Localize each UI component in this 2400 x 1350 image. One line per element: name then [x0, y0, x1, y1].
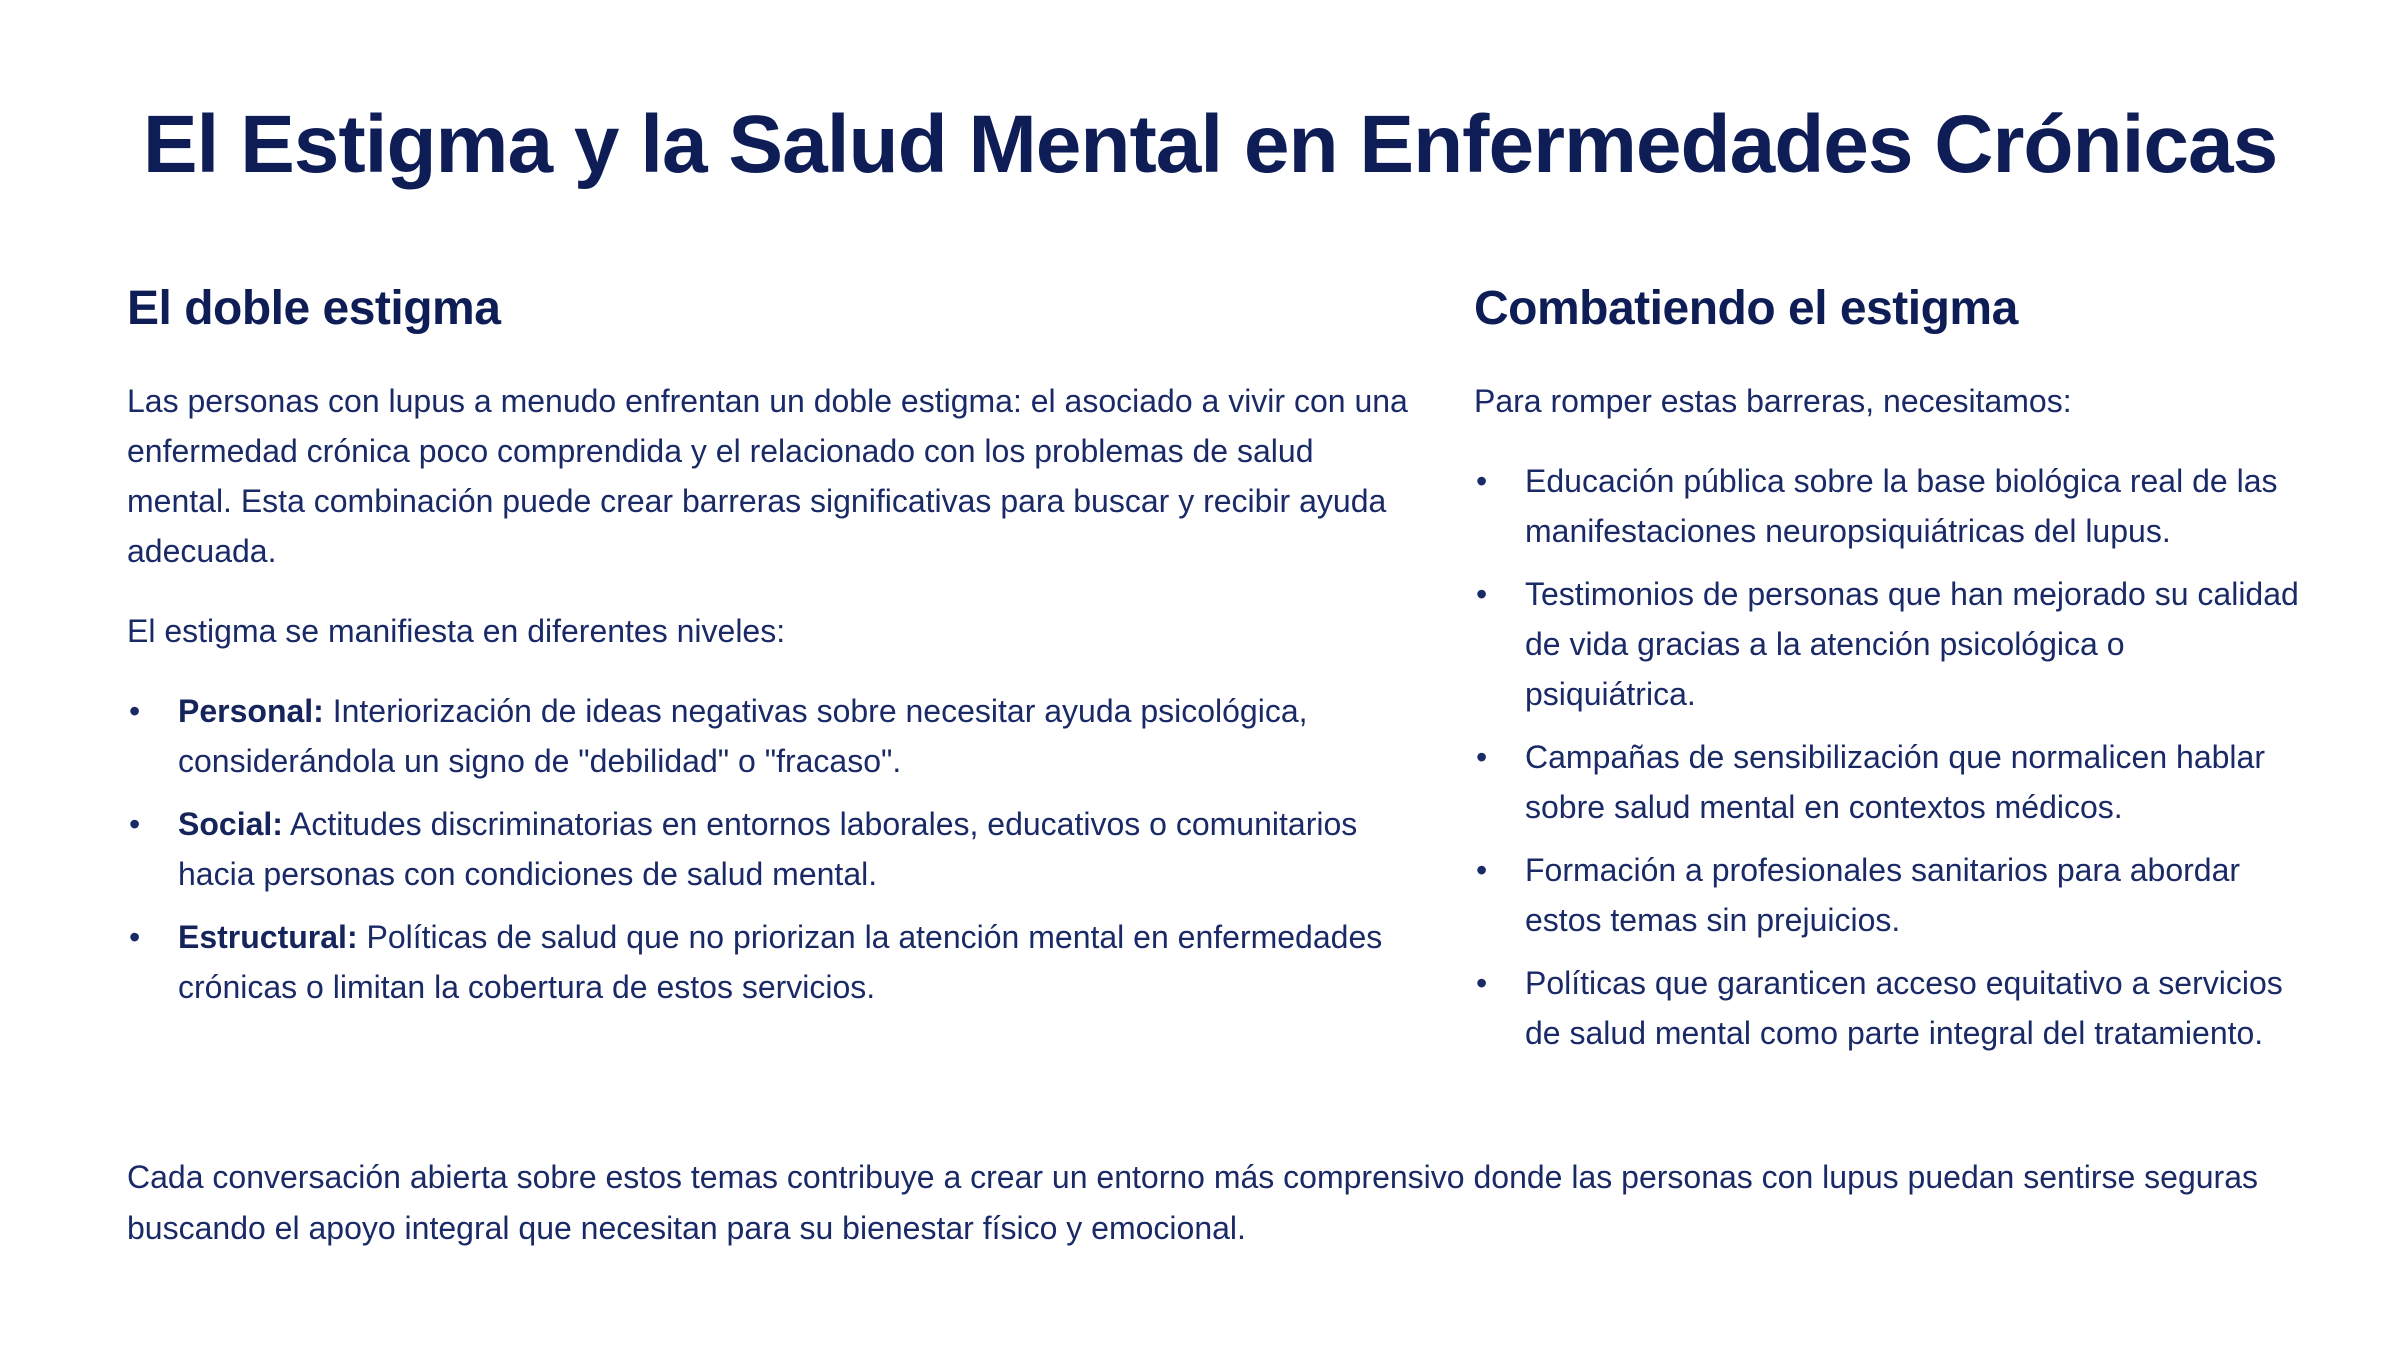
- list-item: [1474, 732, 2304, 832]
- left-column: [127, 280, 1427, 1025]
- list-item-term: Personal:: [178, 692, 324, 729]
- right-intro-paragraph: Para romper estas barreras, necesitamos:: [1474, 382, 2072, 419]
- list-item: [1474, 456, 2304, 556]
- levels-intro-paragraph: El estigma se manifiesta en diferentes niveles:: [127, 612, 786, 649]
- page-title: El Estigma y la Salud Mental en Enfermedades Crónicas: [142, 99, 2278, 190]
- list-item: [1474, 845, 2304, 945]
- stigma-levels-list: [127, 686, 1427, 1012]
- bullet-icon: •: [1476, 462, 1488, 499]
- bullet-icon: •: [1476, 964, 1488, 1001]
- left-heading: El doble estigma: [127, 282, 501, 335]
- list-item-text: Políticas que garanticen acceso equitativo a servicios de salud mental como parte integral del tratamiento.: [1525, 964, 2283, 1051]
- actions-list: [1474, 456, 2304, 1058]
- list-item: [1474, 958, 2304, 1058]
- list-item: [1474, 569, 2304, 719]
- list-item: [127, 912, 1427, 1012]
- list-item-text: Campañas de sensibilización que normalicen hablar sobre salud mental en contextos médicos.: [1525, 738, 2265, 825]
- list-item-text: Testimonios de personas que han mejorado su calidad de vida gracias a la atención psicológica o psiquiátrica.: [1525, 575, 2299, 712]
- bullet-icon: •: [129, 692, 141, 729]
- bullet-icon: •: [1476, 738, 1488, 775]
- bullet-icon: •: [129, 918, 141, 955]
- list-item-text: Interiorización de ideas negativas sobre necesitar ayuda psicológica, considerándola un signo de "debilidad" o "fracaso".: [178, 692, 1308, 779]
- list-item: [127, 686, 1427, 786]
- right-column: [1474, 280, 2304, 1071]
- bullet-icon: •: [129, 805, 141, 842]
- right-heading: Combatiendo el estigma: [1474, 282, 2018, 335]
- bullet-icon: •: [1476, 851, 1488, 888]
- list-item: [127, 799, 1427, 899]
- list-item-text: Políticas de salud que no priorizan la atención mental en enfermedades crónicas o limitan la cobertura de estos servicios.: [178, 918, 1383, 1005]
- list-item-text: Actitudes discriminatorias en entornos laborales, educativos o comunitarios hacia personas con condiciones de salud mental.: [178, 805, 1358, 892]
- list-item-term: Estructural:: [178, 918, 358, 955]
- bullet-icon: •: [1476, 575, 1488, 612]
- list-item-term: Social:: [178, 805, 283, 842]
- list-item-text: Formación a profesionales sanitarios para abordar estos temas sin prejuicios.: [1525, 851, 2241, 938]
- closing-paragraph: Cada conversación abierta sobre estos temas contribuye a crear un entorno más comprensivo donde las personas con lupus puedan sentirse seguras buscando el apoyo integral que necesitan para su bienestar físico y emocional.: [127, 1159, 2258, 1246]
- list-item-text: Educación pública sobre la base biológica real de las manifestaciones neuropsiquiátricas del lupus.: [1525, 462, 2278, 549]
- left-intro-paragraph: Las personas con lupus a menudo enfrentan un doble estigma: el asociado a vivir con una enfermedad crónica poco comprendida y el relacionado con los problemas de salud mental. Esta combinación puede crear barreras significativas para buscar y recibir ayuda adecuada.: [127, 382, 1408, 569]
